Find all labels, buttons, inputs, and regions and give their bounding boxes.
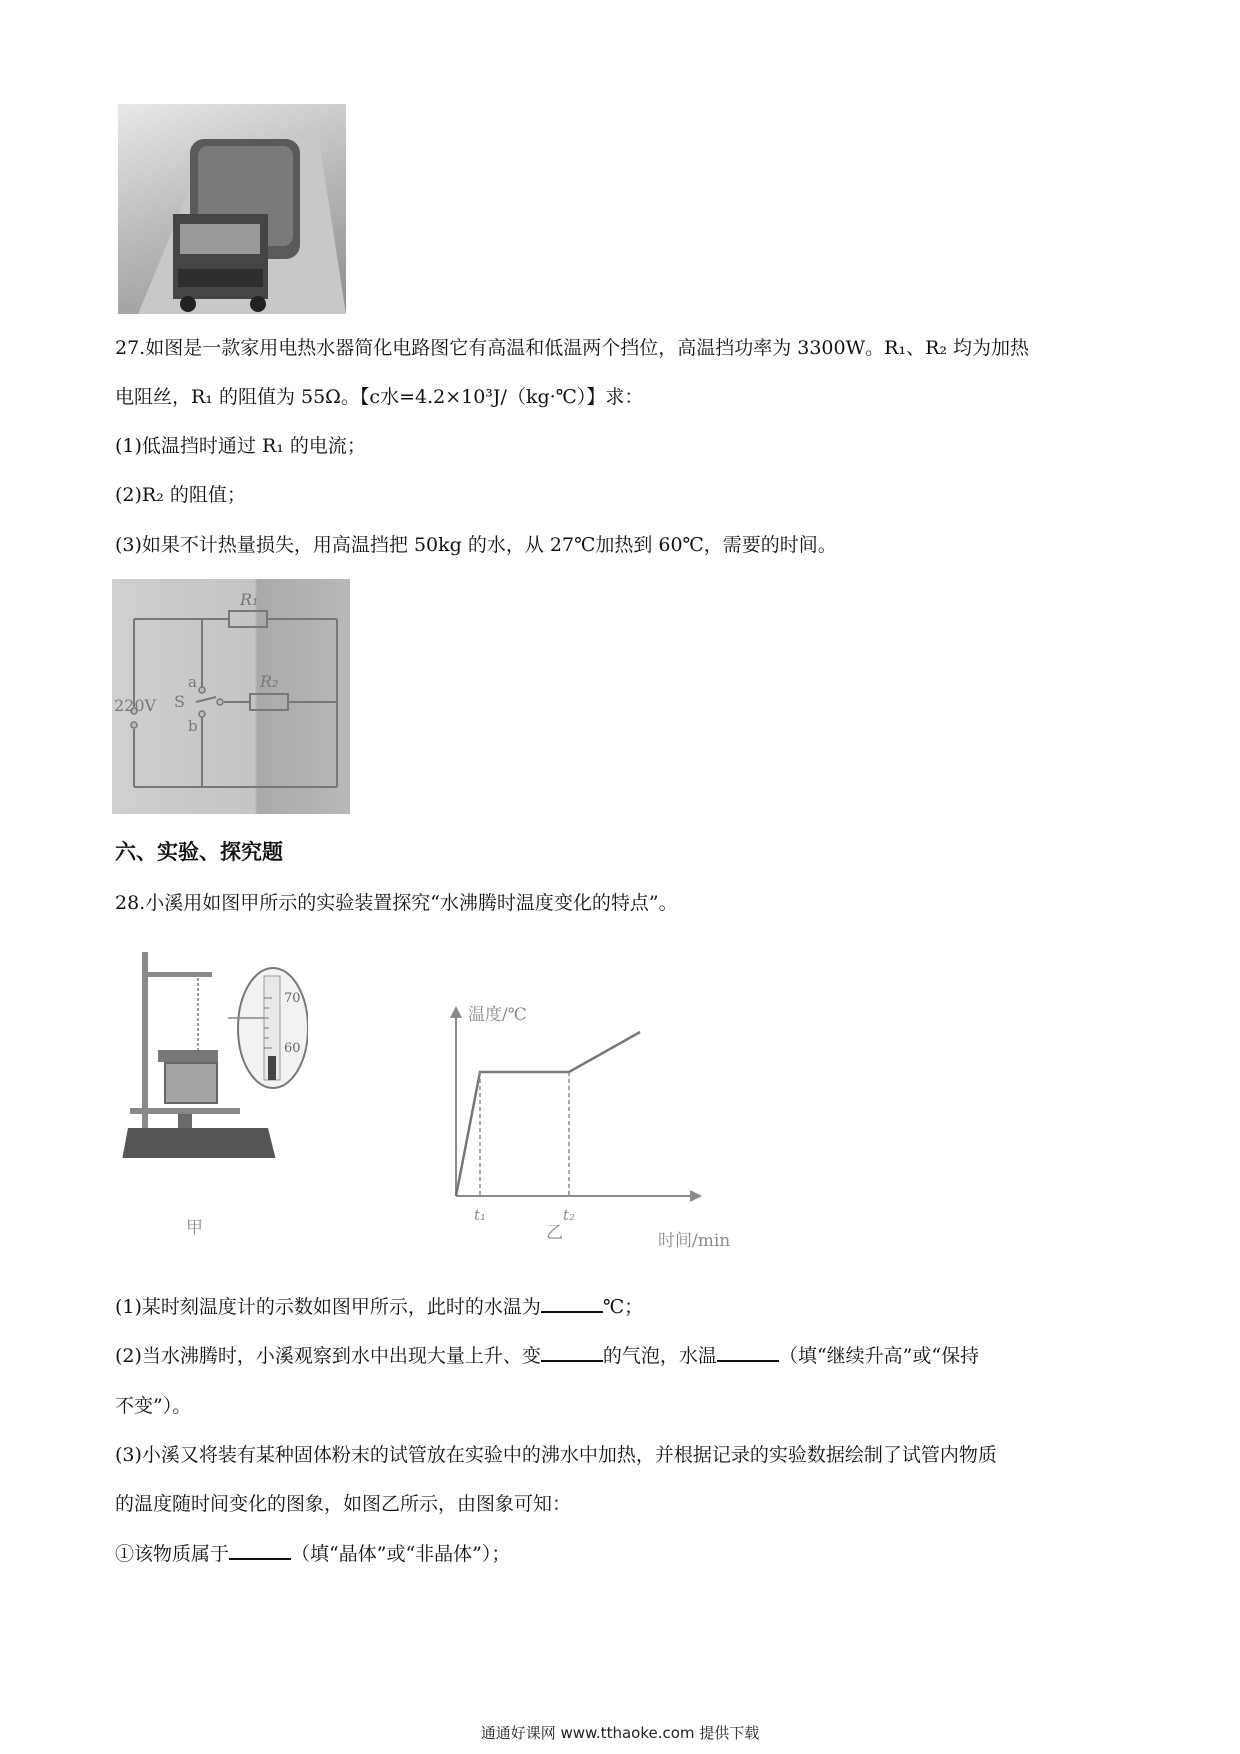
q28-sub2-cont: 不变”）。 — [115, 1395, 192, 1417]
contact-b-label: b — [188, 717, 198, 735]
circuit-diagram — [112, 579, 350, 814]
q28-intro: 28.小溪用如图甲所示的实验装置探究“水沸腾时温度变化的特点”。 — [115, 892, 678, 914]
q28-sub3-i-blank[interactable] — [229, 1540, 291, 1560]
q28-sub3-i — [115, 1540, 510, 1568]
q28-sub2-b: 的气泡，水温 — [602, 1345, 717, 1367]
r2-label: R₂ — [260, 672, 279, 691]
q27-line2: 电阻丝，R₁ 的阻值为 55Ω。【c水=4.2×10³J/（kg·℃）】求： — [115, 386, 644, 408]
q27-sub2: (2)R₂ 的阻值； — [115, 484, 246, 506]
y-axis-arrow — [450, 1006, 462, 1018]
thermometer-70: 70 — [284, 991, 301, 1006]
q28-sub2-c: （填“继续升高”或“保持 — [778, 1345, 980, 1367]
series-line — [456, 1032, 640, 1196]
q28-sub3-i-pre: ①该物质属于 — [115, 1543, 230, 1565]
q28-sub1-post: ℃； — [602, 1296, 644, 1318]
q28-sub1-pre: (1)某时刻温度计的示数如图甲所示，此时的水温为 — [115, 1296, 541, 1318]
fig-yi-chart — [440, 1000, 740, 1250]
q27-line1: 27.如图是一款家用电热水器简化电路图它有高温和低温两个挡位，高温挡功率为 3300W。R₁、R₂ 均为加热 — [115, 337, 1030, 359]
truck-photo — [118, 104, 346, 314]
q28-sub3-line1: (3)小溪又将装有某种固体粉末的试管放在实验中的沸水中加热，并根据记录的实验数据绘制了试管内物质 — [115, 1444, 997, 1466]
q28-sub3-line2: 的温度随时间变化的图象，如图乙所示，由图象可知： — [115, 1493, 572, 1515]
contact-a-label: a — [188, 673, 197, 691]
q27-sub1: (1)低温挡时通过 R₁ 的电流； — [115, 435, 366, 457]
q28-sub1-blank[interactable] — [541, 1293, 603, 1313]
q28-sub2-blank1[interactable] — [541, 1342, 603, 1362]
page-footer: 通通好课网 www.tthaoke.com 提供下载 — [480, 1724, 760, 1742]
apparatus-illustration — [118, 948, 308, 1158]
fig-jia-caption: 甲 — [186, 1218, 203, 1238]
q28-sub2-a: (2)当水沸腾时，小溪观察到水中出现大量上升、变 — [115, 1345, 541, 1367]
q28-sub3-i-post: （填“晶体”或“非晶体”）； — [291, 1543, 511, 1565]
r1-label: R₁ — [240, 590, 259, 609]
q27-sub3: (3)如果不计热量损失，用高温挡把 50kg 的水，从 27℃加热到 60℃，需要的时间。 — [115, 534, 837, 556]
voltage-label: 220V — [114, 696, 157, 715]
q28-sub2-blank2[interactable] — [717, 1342, 779, 1362]
tick-label-t2: t₂ — [563, 1206, 576, 1224]
section-6-heading: 六、实验、探究题 — [115, 840, 283, 864]
q28-sub2 — [115, 1342, 979, 1370]
circuit-schematic — [112, 579, 350, 814]
x-axis-arrow — [690, 1190, 702, 1202]
fig-jia-apparatus — [118, 948, 308, 1158]
thermometer-60: 60 — [284, 1041, 301, 1056]
truck-illustration — [118, 104, 346, 314]
x-axis-label: 时间/min — [658, 1231, 731, 1250]
y-axis-label: 温度/℃ — [468, 1005, 527, 1025]
switch-label: S — [174, 692, 185, 711]
q28-sub1 — [115, 1293, 643, 1321]
tick-label-t1: t₁ — [474, 1206, 487, 1224]
fig-yi-caption: 乙 — [546, 1223, 563, 1243]
